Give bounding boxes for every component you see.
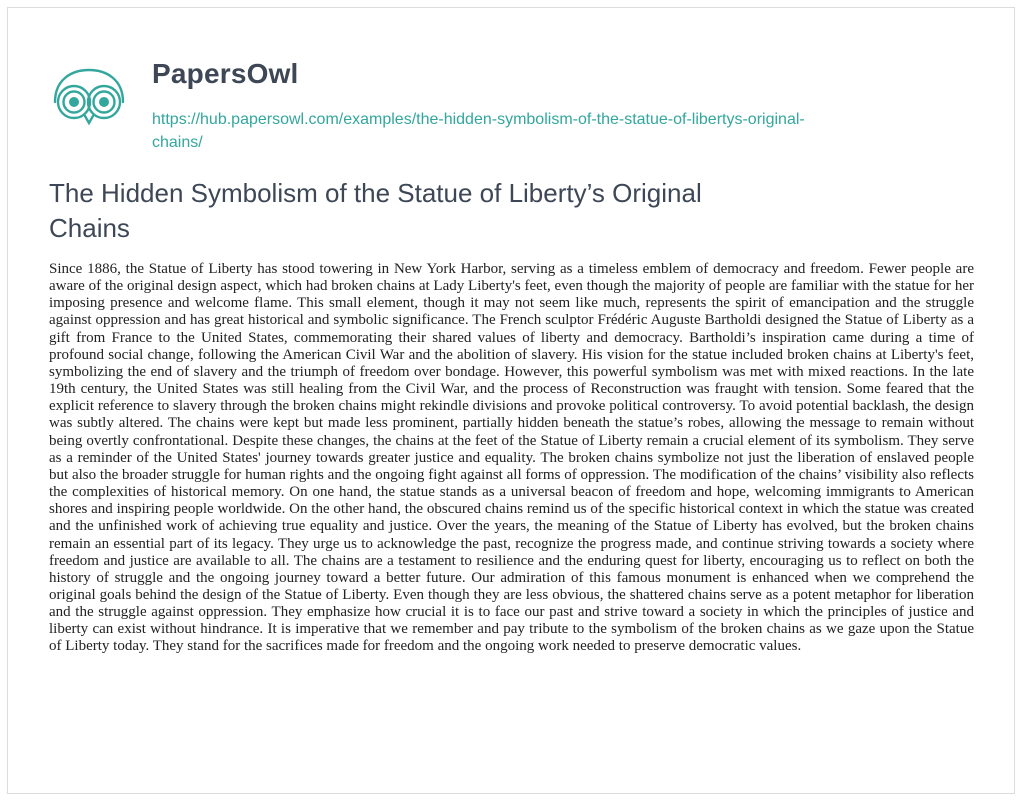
- source-url-line-2[interactable]: chains/: [152, 134, 203, 151]
- source-url[interactable]: [152, 108, 952, 154]
- page-title: The Hidden Symbolism of the Statue of Liberty’s Original Chains: [49, 178, 702, 243]
- article-body: Since 1886, the Statue of Liberty has stood towering in New York Harbor, serving as a timeless emblem of democracy and freedom. Fewer people are aware of the original design aspect, which had broken chains at Lady Liberty's feet, even though the majority of people are familiar with the statue for her imposing presence and welcome flame. This small element, though it may not seem like much, represents the spirit of emancipation and the struggle against oppression and has great historical and symbolic significance. The French sculptor Frédéric Auguste Bartholdi designed the Statue of Liberty as a gift from France to the United States, commemorating their shared values of liberty and democracy. Bartholdi’s inspiration came during a time of profound social change, following the American Civil War and the abolition of slavery. His vision for the statue included broken chains at Liberty's feet, symbolizing the end of slavery and the triumph of freedom over bondage. However, this powerful symbolism was met with mixed reactions. In the late 19th century, the United States was still healing from the Civil War, and the process of Reconstruction was fraught with tension. Some feared that the explicit reference to slavery through the broken chains might rekindle divisions and provoke political controversy. To avoid potential backlash, the design was subtly altered. The chains were kept but made less prominent, partially hidden beneath the statue’s robes, allowing the message to remain without being overtly confrontational. Despite these changes, the chains at the feet of the Statue of Liberty remain a crucial element of its symbolism. They serve as a reminder of the United States' journey towards greater justice and equality. The broken chains symbolize not just the liberation of enslaved people but also the broader struggle for human rights and the ongoing fight against all forms of oppression. The modification of the chains’ visibility also reflects the complexities of historical memory. On one hand, the statue stands as a universal beacon of freedom and hope, welcoming immigrants to American shores and inspiring people worldwide. On the other hand, the obscured chains remind us of the specific historical context in which the statue was created and the unfinished work of achieving true equality and justice. Over the years, the meaning of the Statue of Liberty has evolved, but the broken chains remain an essential part of its legacy. They urge us to acknowledge the past, recognize the progress made, and continue striving towards a society where freedom and justice are available to all. The chains are a testament to resilience and the enduring quest for liberty, encouraging us to reflect on both the history of struggle and the ongoing journey toward a better future. Our admiration of this famous monument is enhanced when we comprehend the original goals behind the design of the Statue of Liberty. Even though they are less obvious, the shattered chains serve as a potent metaphor for liberation and the struggle against oppression. They emphasize how crucial it is to face our past and strive toward a society in which the principles of justice and liberty can exist without hindrance. It is imperative that we remember and pay tribute to the symbolism of the broken chains as we gaze upon the Statue of Liberty today. They stand for the sacrifices made for freedom and the ongoing work needed to preserve democratic values.: [49, 261, 974, 655]
- brand-name[interactable]: PapersOwl: [152, 58, 299, 89]
- source-url-line-1[interactable]: https://hub.papersowl.com/examples/the-hidden-symbolism-of-the-statue-of-libertys-original-: [152, 111, 805, 128]
- owl-icon: [49, 66, 129, 126]
- header: [0, 0, 1024, 150]
